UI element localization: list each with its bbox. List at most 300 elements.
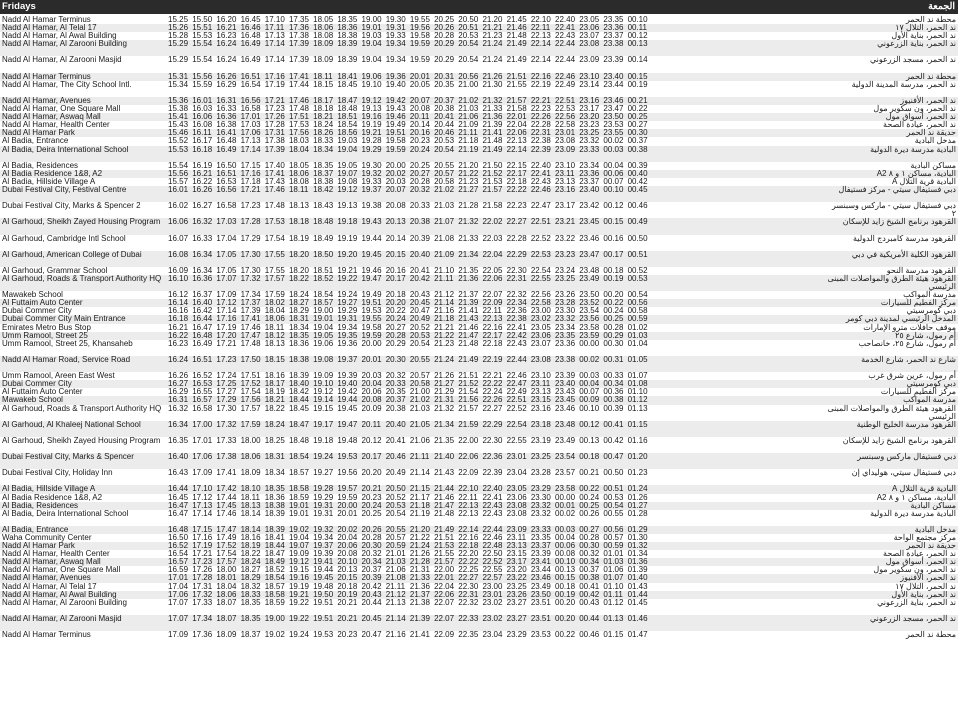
departure-time: 20.14: [409, 120, 430, 130]
departure-time: 19.30: [361, 160, 382, 170]
departure-time: 21.40: [434, 452, 455, 462]
stop-name-english: Nadd Al Hamar, One Square Mall: [2, 565, 121, 575]
departure-time: 22.18: [482, 338, 503, 348]
departure-time: 22.07: [434, 597, 455, 607]
departure-time: 22.11: [530, 23, 551, 33]
departure-time: 20.25: [361, 508, 382, 518]
departure-time: 18.11: [264, 322, 285, 332]
departure-time: 20.44: [434, 120, 455, 130]
departure-time: 18.54: [264, 573, 285, 583]
departure-times: [168, 202, 652, 210]
departure-time: 20.30: [361, 541, 382, 551]
departure-time: 21.02: [434, 184, 455, 194]
departure-time: 20.33: [385, 379, 406, 389]
table-row: [0, 615, 958, 631]
departure-time: 20.59: [385, 541, 406, 551]
departure-time: 16.49: [192, 338, 213, 348]
departure-time: 23.41: [530, 557, 551, 567]
departure-time: 18.39: [337, 55, 358, 65]
departure-time: 18.49: [264, 557, 285, 567]
departure-time: 20.43: [409, 290, 430, 300]
departure-time: 18.06: [216, 589, 237, 599]
departure-time: 23.48: [555, 419, 576, 429]
departure-time: 23.02: [482, 597, 503, 607]
departure-time: 20.27: [409, 168, 430, 178]
departure-time: 18.00: [240, 435, 261, 445]
table-row: [0, 170, 958, 178]
departure-time: 19.59: [361, 330, 382, 340]
departure-time: 20.18: [337, 581, 358, 591]
departure-time: 00.28: [603, 322, 624, 332]
departure-time: 17.25: [216, 379, 237, 389]
stop-name-arabic: دبي فستيفال سيتي - ماركس وسبنسر ٢: [831, 201, 956, 219]
departure-time: 00.10: [579, 403, 600, 413]
stop-name-english: Nadd Al Hamar Terminus: [2, 15, 91, 24]
departure-time: 00.00: [555, 492, 576, 502]
departure-times: [168, 218, 652, 226]
departure-time: 17.39: [264, 144, 285, 154]
stop-name-english: Dubai Festival City, Marks & Spencer 2: [2, 201, 141, 211]
departure-time: 23.10: [579, 71, 600, 81]
departure-time: 20.00: [337, 500, 358, 510]
departure-time: 19.05: [337, 160, 358, 170]
departure-time: 22.55: [530, 274, 551, 283]
departure-time: 00.47: [603, 452, 624, 462]
departure-time: 23.49: [555, 435, 576, 445]
departure-time: 16.33: [192, 233, 213, 243]
departure-time: 17.42: [216, 484, 237, 494]
departure-time: 17.32: [240, 274, 261, 283]
departure-time: 19.37: [337, 354, 358, 364]
departure-time: 17.41: [240, 314, 261, 324]
departure-time: 21.07: [434, 217, 455, 227]
departure-times: [168, 510, 652, 518]
departure-time: 23.06: [579, 23, 600, 33]
departure-times: [168, 235, 652, 243]
departure-time: 21.06: [409, 435, 430, 445]
departure-time: 19.21: [288, 589, 309, 599]
departure-time: 22.44: [506, 354, 527, 364]
departure-time: 18.39: [264, 508, 285, 518]
table-row: [0, 97, 958, 105]
departure-time: 20.52: [385, 492, 406, 502]
departure-time: 22.40: [482, 484, 503, 494]
departure-time: 21.01: [385, 549, 406, 559]
departure-time: 18.39: [264, 524, 285, 534]
departure-time: 16.21: [216, 23, 237, 33]
departure-time: 17.32: [192, 589, 213, 599]
departure-time: 23.01: [482, 589, 503, 599]
departure-time: 17.36: [192, 630, 213, 640]
departure-time: 01.40: [627, 573, 648, 583]
departure-time: 22.28: [530, 120, 551, 130]
stop-name-arabic: مساكن البادية: [910, 500, 956, 510]
departure-time: 20.54: [385, 508, 406, 518]
departure-time: 20.09: [361, 403, 382, 413]
departure-time: 17.21: [264, 95, 285, 105]
table-row: [0, 202, 958, 218]
stop-name-arabic: ند الحمر، مسجد الزرعوني: [869, 613, 956, 623]
departure-time: 16.14: [168, 298, 189, 308]
departure-time: 16.27: [168, 379, 189, 389]
departure-time: 19.19: [337, 233, 358, 243]
departure-time: 22.04: [482, 249, 503, 259]
departure-time: 17.40: [264, 160, 285, 170]
departure-time: 16.51: [192, 354, 213, 364]
departure-time: 00.15: [555, 573, 576, 583]
departure-time: 20.54: [458, 39, 479, 49]
departure-time: 18.45: [288, 403, 309, 413]
departure-time: 21.06: [458, 112, 479, 122]
departure-time: 18.19: [264, 387, 285, 397]
departure-time: 18.52: [313, 274, 334, 283]
departure-time: 17.59: [264, 290, 285, 300]
departure-time: 00.54: [627, 290, 648, 300]
departure-time: 16.10: [168, 274, 189, 283]
departure-time: 23.40: [579, 184, 600, 194]
departure-time: 18.16: [240, 533, 261, 542]
departure-time: 00.41: [603, 419, 624, 429]
departure-time: 21.47: [458, 330, 479, 340]
departure-time: 16.23: [168, 338, 189, 348]
departure-time: 19.07: [337, 168, 358, 178]
departure-time: 21.49: [506, 55, 527, 65]
departure-time: 00.41: [579, 581, 600, 591]
departure-time: 23.43: [555, 387, 576, 397]
departure-time: 01.36: [627, 557, 648, 567]
stop-name-arabic: القرهود هيئة الطرق والمواصلات المبنى الرئيسي: [827, 274, 956, 291]
departure-time: 17.03: [216, 217, 237, 227]
departure-time: 21.33: [482, 104, 503, 114]
departure-time: 17.07: [168, 597, 189, 607]
table-row: [0, 16, 958, 24]
departure-time: 00.24: [603, 306, 624, 316]
departure-time: 21.43: [434, 468, 455, 478]
departure-time: 20.37: [361, 565, 382, 575]
departure-time: 16.48: [216, 136, 237, 146]
departure-time: 00.06: [555, 541, 576, 551]
stop-name-english: Al Badia, Hillside Village A: [2, 176, 96, 186]
departure-time: 19.41: [313, 557, 334, 567]
departure-time: 16.50: [168, 533, 189, 542]
departure-times: [168, 469, 652, 477]
departure-time: 22.44: [482, 524, 503, 534]
stop-name-english: Nadd Al Hamar, Al Zarooni Building: [2, 597, 127, 607]
departure-time: 18.51: [337, 112, 358, 122]
departure-time: 00.22: [579, 484, 600, 494]
departure-time: 01.24: [627, 484, 648, 494]
departure-time: 17.16: [192, 533, 213, 542]
departure-time: 21.53: [434, 541, 455, 551]
departure-time: 21.27: [458, 184, 479, 194]
departure-time: 01.45: [627, 597, 648, 607]
stop-name-arabic: ند الحمر، مسجد الزرعوني: [869, 55, 956, 65]
departure-time: 16.58: [216, 201, 237, 211]
departure-time: 18.38: [337, 31, 358, 41]
departure-time: 18.33: [240, 589, 261, 599]
departure-time: 01.27: [627, 500, 648, 510]
departure-time: 01.47: [627, 630, 648, 640]
departure-time: 18.57: [313, 298, 334, 308]
stop-name-english: Al Garhoud, Roads & Transport Authority HQ: [2, 274, 162, 283]
departure-time: 19.49: [361, 290, 382, 300]
departure-time: 18.54: [313, 290, 334, 300]
departure-time: 20.04: [337, 533, 358, 542]
departure-time: 16.18: [168, 314, 189, 324]
departure-time: 19.56: [337, 468, 358, 478]
departure-time: 00.21: [579, 468, 600, 478]
departure-time: 19.31: [385, 23, 406, 33]
departure-time: 21.03: [385, 557, 406, 567]
departure-time: 17.19: [192, 541, 213, 551]
departure-time: 23.38: [555, 354, 576, 364]
departure-time: 16.57: [168, 557, 189, 567]
departure-time: 00.20: [555, 597, 576, 607]
departure-time: 18.41: [337, 71, 358, 81]
departure-time: 17.23: [240, 201, 261, 211]
departure-time: 18.19: [240, 541, 261, 551]
stop-name-arabic: مدرسة المواكب: [903, 395, 956, 405]
departure-time: 16.08: [168, 249, 189, 259]
departure-time: 18.06: [240, 452, 261, 462]
departure-time: 21.50: [482, 160, 503, 170]
departure-time: 22.31: [530, 128, 551, 138]
departure-time: 23.25: [530, 452, 551, 462]
departure-time: 18.35: [288, 330, 309, 340]
table-row: [0, 137, 958, 145]
departure-time: 01.10: [627, 387, 648, 397]
departure-time: 20.13: [337, 565, 358, 575]
table-row: [0, 574, 958, 582]
departure-time: 17.39: [288, 55, 309, 65]
departure-time: 18.49: [313, 233, 334, 243]
departure-time: 00.15: [627, 71, 648, 81]
departure-time: 17.27: [216, 387, 237, 397]
table-row: [0, 550, 958, 558]
departure-time: 19.46: [361, 265, 382, 275]
departure-time: 18.05: [288, 160, 309, 170]
departure-time: 23.17: [555, 201, 576, 211]
departure-time: 22.16: [458, 533, 479, 542]
departure-time: 17.51: [240, 371, 261, 381]
departure-time: 19.08: [313, 354, 334, 364]
departure-time: 00.19: [555, 589, 576, 599]
departure-time: 20.23: [361, 492, 382, 502]
departure-time: 18.34: [288, 322, 309, 332]
departure-time: 23.50: [603, 112, 624, 122]
departure-time: 20.30: [385, 354, 406, 364]
table-row: [0, 388, 958, 396]
departure-time: 23.32: [530, 500, 551, 510]
departure-time: 23.23: [555, 249, 576, 259]
departure-time: 22.55: [482, 565, 503, 575]
stop-name-arabic: ند الحمر، بناية الزرعوني: [877, 597, 956, 607]
departure-time: 19.21: [361, 128, 382, 138]
departure-time: 21.03: [458, 104, 479, 114]
departure-time: 18.35: [240, 613, 261, 623]
departure-time: 19.51: [385, 128, 406, 138]
departure-time: 17.01: [240, 112, 261, 122]
departure-time: 21.32: [458, 217, 479, 227]
departure-time: 00.38: [603, 395, 624, 405]
departure-time: 22.09: [434, 630, 455, 640]
departure-time: 21.20: [482, 15, 503, 24]
departure-time: 22.18: [458, 541, 479, 551]
departure-time: 20.01: [409, 71, 430, 81]
departure-time: 23.09: [506, 524, 527, 534]
departure-time: 16.58: [192, 403, 213, 413]
departure-time: 20.31: [434, 71, 455, 81]
departure-time: 00.03: [603, 144, 624, 154]
departure-time: 19.50: [313, 589, 334, 599]
departure-time: 16.41: [216, 128, 237, 138]
departure-time: 22.53: [555, 104, 576, 114]
departure-time: 00.36: [603, 387, 624, 397]
table-row: [0, 494, 958, 502]
departure-time: 20.38: [409, 217, 430, 227]
departure-time: 23.19: [530, 435, 551, 445]
departure-time: 17.54: [240, 387, 261, 397]
departure-time: 00.18: [555, 581, 576, 591]
departure-time: 23.39: [530, 549, 551, 559]
departure-time: 19.22: [288, 613, 309, 623]
departure-time: 18.35: [313, 160, 334, 170]
departure-time: 17.28: [192, 573, 213, 583]
departure-time: 17.46: [288, 95, 309, 105]
departure-time: 00.18: [579, 452, 600, 462]
departure-time: 23.08: [506, 508, 527, 518]
departure-time: 18.35: [240, 597, 261, 607]
departure-time: 16.57: [192, 395, 213, 405]
departure-time: 16.43: [168, 468, 189, 478]
table-row: [0, 307, 958, 315]
departure-time: 17.47: [216, 524, 237, 534]
table-row: [0, 591, 958, 599]
departure-time: 21.12: [385, 589, 406, 599]
departure-time: 23.08: [506, 500, 527, 510]
departure-time: 01.04: [627, 338, 648, 348]
departure-time: 01.15: [603, 630, 624, 640]
departure-time: 15.25: [168, 15, 189, 24]
departure-time: 23.54: [555, 452, 576, 462]
departure-time: 21.11: [385, 581, 406, 591]
stop-name-arabic: محطة ند الحمر: [905, 15, 956, 24]
departure-time: 16.42: [192, 306, 213, 316]
table-row: [0, 566, 958, 574]
departure-time: 17.20: [216, 330, 237, 340]
departure-time: 23.20: [579, 112, 600, 122]
departure-time: 18.13: [240, 500, 261, 510]
departure-time: 19.06: [361, 71, 382, 81]
departure-time: 21.45: [506, 15, 527, 24]
departure-time: 00.34: [603, 379, 624, 389]
departure-time: 20.53: [458, 31, 479, 41]
stop-name-english: Al Futtaim Auto Center: [2, 298, 83, 308]
departure-time: 19.38: [361, 201, 382, 211]
departure-times: [168, 599, 652, 607]
departure-time: 21.24: [409, 541, 430, 551]
departure-time: 19.42: [385, 95, 406, 105]
departure-time: 23.09: [555, 144, 576, 154]
departure-time: 22.43: [530, 176, 551, 186]
stop-name-english: Nadd Al Hamar, Health Center: [2, 120, 110, 130]
stop-name-arabic: القرهود برنامج الشيخ زايد للإسكان: [842, 217, 956, 227]
departure-time: 23.49: [579, 274, 600, 283]
stop-name-english: Nadd Al Hamar, Al Zarooni Masjid: [2, 613, 122, 623]
departure-time: 23.16: [579, 95, 600, 105]
departure-time: 19.51: [361, 298, 382, 308]
departure-time: 00.09: [579, 395, 600, 405]
departure-time: 22.51: [530, 217, 551, 227]
departure-time: 17.13: [192, 500, 213, 510]
departure-time: 22.14: [530, 39, 551, 49]
departure-time: 20.55: [385, 524, 406, 534]
departure-time: 00.38: [579, 573, 600, 583]
departure-time: 22.46: [530, 184, 551, 194]
departure-time: 00.19: [627, 79, 648, 89]
departure-time: 19.09: [288, 549, 309, 559]
departure-time: 17.16: [240, 168, 261, 178]
table-row: [0, 583, 958, 591]
departure-time: 16.58: [240, 104, 261, 114]
departure-time: 18.41: [264, 533, 285, 542]
departure-time: 16.40: [192, 298, 213, 308]
table-row: [0, 129, 958, 137]
departure-time: 17.41: [264, 168, 285, 178]
stop-name-english: Nadd Al Hamar, Al Awal Building: [2, 31, 117, 41]
departure-time: 17.30: [240, 249, 261, 259]
stop-name-arabic: ند الحمر، بناية الأول: [891, 589, 956, 599]
departure-time: 16.35: [168, 435, 189, 445]
departure-time: 18.58: [288, 484, 309, 494]
departure-time: 17.48: [240, 338, 261, 348]
stop-name-arabic: ند الحمر، الأفنيوز: [900, 95, 956, 105]
table-row: [0, 332, 958, 340]
departure-time: 00.20: [555, 613, 576, 623]
departure-time: 17.57: [216, 557, 237, 567]
departure-time: 18.27: [288, 298, 309, 308]
departure-time: 00.34: [579, 557, 600, 567]
departure-time: 22.06: [458, 452, 479, 462]
departure-time: 22.55: [506, 435, 527, 445]
table-row: [0, 73, 958, 81]
departure-time: 20.24: [385, 314, 406, 324]
departure-time: 19.35: [337, 330, 358, 340]
departure-time: 21.28: [458, 201, 479, 211]
departure-time: 20.39: [361, 573, 382, 583]
departure-time: 20.42: [409, 274, 430, 283]
stop-name-arabic: ند الحمر، بناية الأول: [891, 31, 956, 41]
departure-time: 19.12: [337, 184, 358, 194]
stop-name-arabic: البادية قرية التلال A: [891, 176, 956, 186]
departure-time: 17.43: [264, 176, 285, 186]
departure-time: 17.01: [168, 573, 189, 583]
departure-time: 17.09: [168, 630, 189, 640]
departure-time: 23.30: [530, 492, 551, 502]
departure-time: 21.17: [409, 492, 430, 502]
departure-time: 20.03: [361, 371, 382, 381]
stop-name-arabic: القرهود مدرسة النحو: [886, 265, 956, 275]
departure-time: 22.53: [530, 249, 551, 259]
departure-time: 23.46: [530, 573, 551, 583]
departure-time: 16.56: [216, 184, 237, 194]
departure-time: 23.34: [579, 160, 600, 170]
departure-time: 19.33: [385, 31, 406, 41]
departure-time: 19.34: [313, 533, 334, 542]
departure-time: 20.37: [434, 95, 455, 105]
stop-name-english: Dubai Festival City, Marks & Spencer: [2, 452, 134, 462]
stop-name-arabic: موقف حافلات مترو الإمارات: [863, 322, 956, 332]
